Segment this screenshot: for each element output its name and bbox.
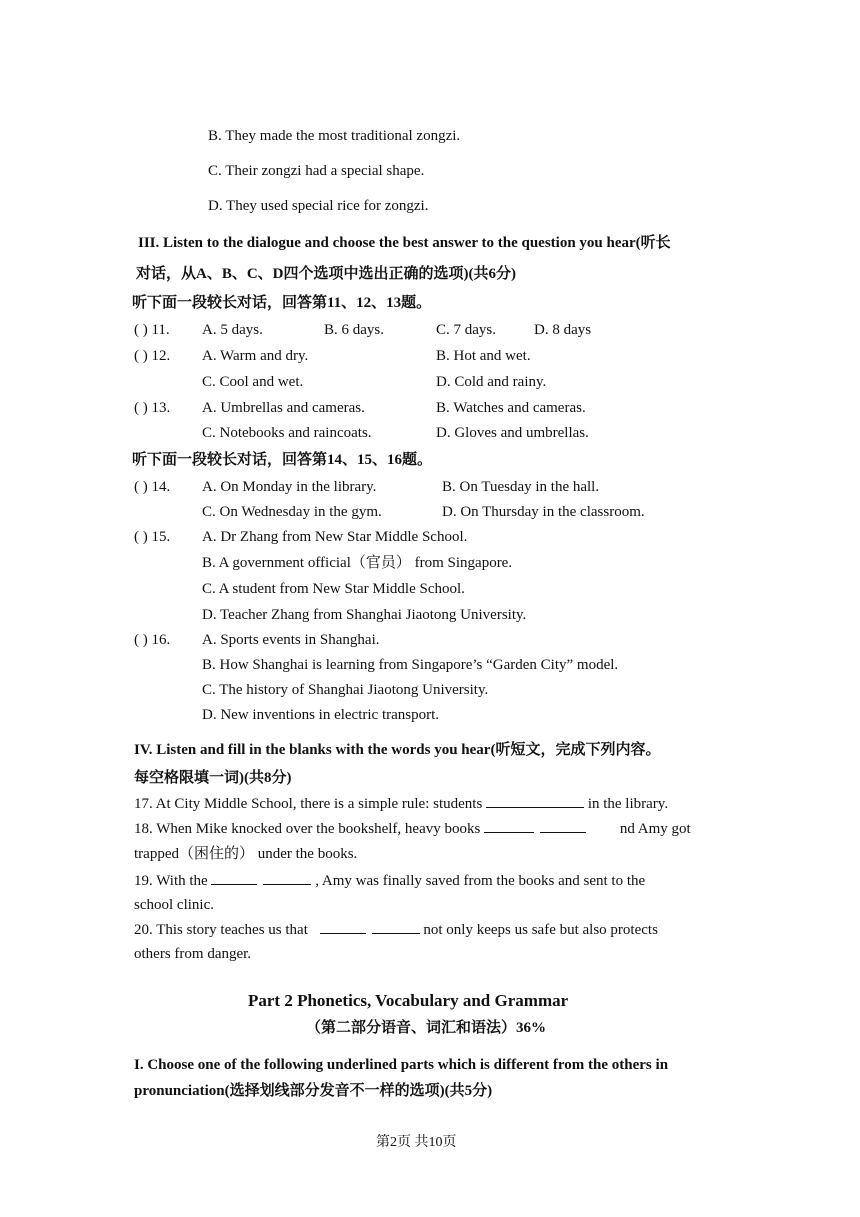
q18-line: [134, 818, 691, 839]
q17-blank-1[interactable]: [486, 793, 532, 808]
q13-option-c: C. Notebooks and raincoats.: [202, 425, 372, 441]
section-3-heading-cont: 对话，从A、B、C、D四个选项中选出正确的选项)(共6分): [136, 266, 516, 282]
q16-option-d: D. New inventions in electric transport.: [202, 707, 440, 723]
page-footer: 第2页 共10页: [376, 1135, 457, 1150]
q19-line-2: school clinic.: [134, 897, 214, 913]
q19-blank-1[interactable]: [211, 870, 257, 885]
q13-number: ( ) 13.: [134, 400, 171, 416]
q10-option-c: C. Their zongzi had a special shape.: [208, 163, 425, 179]
q15-option-b: B. A government official（官员） from Singapore.: [202, 555, 513, 571]
q17-text-end: in the library.: [587, 796, 669, 812]
q14-option-b: B. On Tuesday in the hall.: [442, 479, 600, 495]
q16-number: ( ) 16.: [134, 632, 171, 648]
q14-number: ( ) 14.: [134, 479, 171, 495]
part-2-title: Part 2 Phonetics, Vocabulary and Grammar: [248, 991, 569, 1010]
section-3-intro-2: 听下面一段较长对话，回答第14、15、16题。: [132, 452, 433, 468]
q14-option-d: D. On Thursday in the classroom.: [442, 504, 645, 520]
section-4-heading: IV. Listen and fill in the blanks with the words you hear(听短文，完成下列内容。: [134, 742, 661, 758]
q20-line: [134, 919, 658, 940]
q15-option-c: C. A student from New Star Middle School.: [202, 581, 465, 597]
section-4-heading-cont: 每空格限填一词)(共8分): [134, 770, 292, 786]
part-2-subtitle: （第二部分语音、词汇和语法）36%: [306, 1020, 547, 1036]
q15-number: ( ) 15.: [134, 529, 171, 545]
q19-line: [134, 870, 645, 891]
q17-text-start: 17. At City Middle School, there is a simple rule: students: [134, 796, 483, 812]
q19-blank-2[interactable]: [263, 870, 311, 885]
q17-blank-2[interactable]: [532, 793, 584, 808]
q15-option-d: D. Teacher Zhang from Shanghai Jiaotong University.: [202, 607, 527, 623]
q16-option-b: B. How Shanghai is learning from Singapore’s “Garden City” model.: [202, 657, 619, 673]
q14-option-a: A. On Monday in the library.: [202, 479, 377, 495]
q12-number: ( ) 12.: [134, 348, 171, 364]
q18-text-end: nd Amy got: [619, 821, 691, 837]
q11-option-d: D. 8 days: [534, 322, 592, 338]
part-2-section-1-heading: I. Choose one of the following underlined parts which is different from the others in: [134, 1057, 669, 1073]
q11-option-a: A. 5 days.: [202, 322, 263, 338]
q17-line: [134, 793, 668, 814]
q12-option-d: D. Cold and rainy.: [436, 374, 547, 390]
q12-option-a: A. Warm and dry.: [202, 348, 309, 364]
q16-option-c: C. The history of Shanghai Jiaotong University.: [202, 682, 489, 698]
q19-text-start: 19. With the: [134, 873, 208, 889]
q10-option-b: B. They made the most traditional zongzi.: [208, 128, 461, 144]
q20-blank-1[interactable]: [320, 919, 366, 934]
q20-blank-2[interactable]: [372, 919, 420, 934]
section-3-heading: III. Listen to the dialogue and choose the best answer to the question you hear(听长: [138, 235, 671, 251]
q18-line-2: trapped（困住的） under the books.: [134, 846, 358, 862]
q16-option-a: A. Sports events in Shanghai.: [202, 632, 380, 648]
q20-text-end: not only keeps us safe but also protects: [423, 922, 658, 938]
q18-blank-2[interactable]: [540, 818, 586, 833]
q19-text-end: , Amy was finally saved from the books and sent to the: [315, 873, 646, 889]
q20-text-start: 20. This story teaches us that: [134, 922, 308, 938]
part-2-section-1-heading-cont: pronunciation(选择划线部分发音不一样的选项)(共5分): [134, 1083, 493, 1099]
q12-option-b: B. Hot and wet.: [436, 348, 531, 364]
q11-option-b: B. 6 days.: [324, 322, 384, 338]
section-3-intro-1: 听下面一段较长对话，回答第11、12、13题。: [132, 295, 432, 311]
q13-option-b: B. Watches and cameras.: [436, 400, 586, 416]
q15-option-a: A. Dr Zhang from New Star Middle School.: [202, 529, 468, 545]
q11-option-c: C. 7 days.: [436, 322, 496, 338]
q13-option-d: D. Gloves and umbrellas.: [436, 425, 589, 441]
q14-option-c: C. On Wednesday in the gym.: [202, 504, 382, 520]
q10-option-d: D. They used special rice for zongzi.: [208, 198, 429, 214]
q20-line-2: others from danger.: [134, 946, 252, 962]
q18-blank-1[interactable]: [484, 818, 534, 833]
q12-option-c: C. Cool and wet.: [202, 374, 304, 390]
q13-option-a: A. Umbrellas and cameras.: [202, 400, 365, 416]
q18-text-start: 18. When Mike knocked over the bookshelf, heavy books: [134, 821, 481, 837]
q11-number: ( ) 11.: [134, 322, 170, 338]
